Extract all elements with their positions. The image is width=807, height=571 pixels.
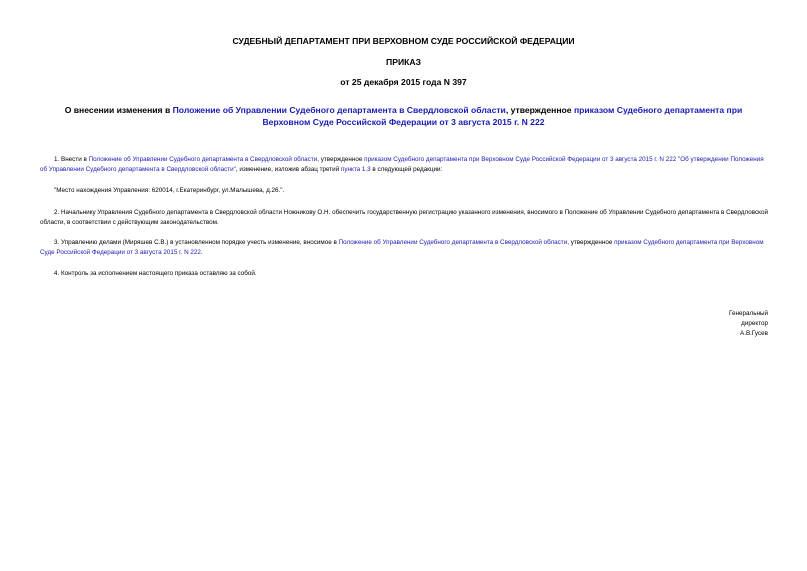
order-type-heading: ПРИКАЗ bbox=[386, 57, 421, 67]
regulation-link[interactable]: Положение об Управлении Судебного департамента в Свердловской области bbox=[172, 105, 506, 115]
p1-regulation-link[interactable]: Положение об Управлении Судебного департамента в Свердловской области bbox=[88, 156, 318, 163]
signature-name: А.В.Гусев bbox=[740, 330, 768, 337]
p1-text-5: в следующей редакции: bbox=[370, 166, 443, 173]
p1-clause-link[interactable]: пункта 1.3 bbox=[340, 166, 371, 173]
paragraph-3 bbox=[40, 238, 770, 258]
order-subject bbox=[40, 104, 767, 128]
p3-order-222-link[interactable]: приказом Судебного департамента при Верховном Суде Российской Федерации от 3 августа 2015 г. N 222 bbox=[40, 239, 764, 256]
p3-text-1: 3. Управлению делами (Миряшев С.В.) в установленном порядке учесть изменение, вносимое в bbox=[54, 239, 339, 246]
subject-text-2: , утвержденное bbox=[505, 105, 574, 115]
signature-block bbox=[729, 309, 768, 339]
p1-text-4: , изменение, изложив абзац третий bbox=[235, 166, 341, 173]
p3-regulation-link[interactable]: Положение об Управлении Судебного департамента в Свердловской области bbox=[338, 239, 568, 246]
p3-text-3: . bbox=[200, 249, 203, 256]
order-222-link[interactable]: приказом Судебного департамента при Верховном Суде Российской Федерации от 3 августа 2015 г. N 222 bbox=[262, 105, 743, 127]
p1-order-title-link[interactable]: "Об утверждении Положения об Управлении Судебного департамента в Свердловской области" bbox=[40, 156, 764, 173]
department-heading: СУДЕБНЫЙ ДЕПАРТАМЕНТ ПРИ ВЕРХОВНОМ СУДЕ РОССИЙСКОЙ ФЕДЕРАЦИИ bbox=[232, 36, 575, 46]
order-date-number: от 25 декабря 2015 года N 397 bbox=[340, 77, 467, 87]
p1-order-222-link[interactable]: приказом Судебного департамента при Верховном Суде Российской Федерации от 3 августа 2015 г. N 222 bbox=[364, 156, 677, 163]
paragraph-quote: "Место нахождения Управления: 620014, г.Екатеринбург, ул.Малышева, д.26.". bbox=[54, 187, 285, 194]
p1-text-2: , утвержденное bbox=[317, 156, 365, 163]
paragraph-1 bbox=[40, 155, 770, 175]
signature-title-2: директор bbox=[741, 320, 768, 327]
paragraph-2: 2. Начальнику Управления Судебного департамента в Свердловской области Ножникову О.Н. обеспечить государственную регистрацию указанного изменения, вносимого в Положение об Управлении Судебного департамента в Свердловской области, в соответствии с действующим законодательством. bbox=[40, 209, 768, 226]
p1-text-1: 1. Внести в bbox=[54, 156, 89, 163]
p3-text-2: , утвержденное bbox=[567, 239, 615, 246]
subject-text-1: О внесении изменения в bbox=[64, 105, 173, 115]
paragraph-4: 4. Контроль за исполнением настоящего приказа оставляю за собой. bbox=[54, 270, 257, 277]
signature-title-1: Генеральный bbox=[729, 310, 768, 317]
